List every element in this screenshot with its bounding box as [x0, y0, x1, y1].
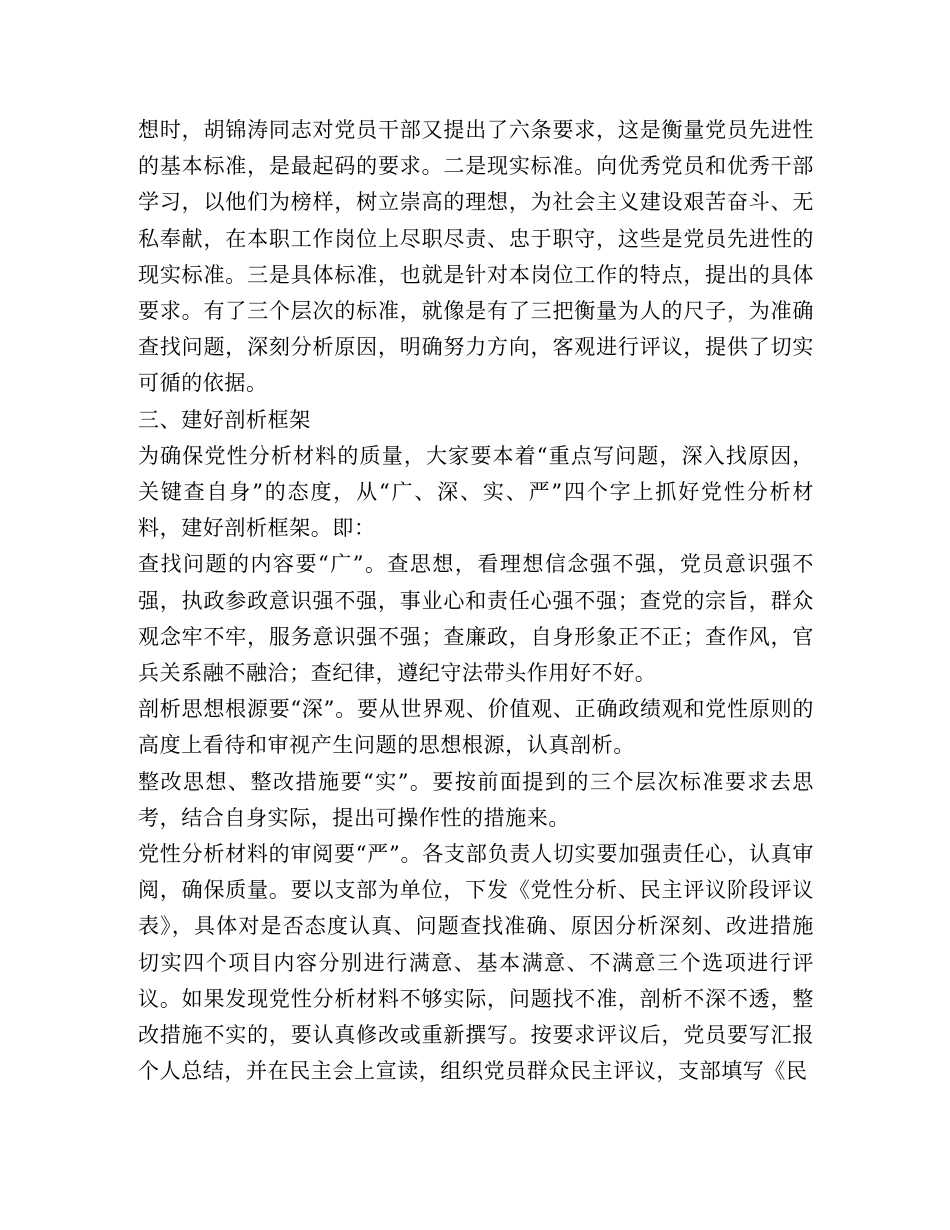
paragraph-intro: 为确保党性分析材料的质量，大家要本着“重点写问题，深入找原因，关键查自身”的态度，从“广、深、实、严”四个字上抓好党性分析材料，建好剖析框架。即：	[138, 443, 814, 541]
paragraph-deep: 剖析思想根源要“深”。要从世界观、价值观、正确政绩观和党性原则的高度上看待和审视产生问题的思想根源，认真剖析。	[138, 697, 814, 758]
paragraph-strict: 党性分析材料的审阅要“严”。各支部负责人切实要加强责任心，认真审阅，确保质量。要以支部为单位，下发《党性分析、民主评议阶段评议表》，具体对是否态度认真、问题查找准确、原因分析深刻、改进措施切实四个项目内容分别进行满意、基本满意、不满意三个选项进行评议。如果发现党性分析材料不够实际，问题找不准，剖析不深不透，整改措施不实的，要认真修改或重新撰写。按要求评议后，党员要写汇报个人总结，并在民主会上宣读，组织党员群众民主评议，支部填写《民	[138, 842, 814, 1084]
section-heading: 三、建好剖析框架	[138, 407, 311, 432]
document-page	[138, 112, 814, 1089]
paragraph-practical: 整改思想、整改措施要“实”。要按前面提到的三个层次标准要求去思考，结合自身实际，提出可操作性的措施来。	[138, 769, 814, 830]
paragraph-broad: 查找问题的内容要“广”。查思想，看理想信念强不强，党员意识强不强，执政参政意识强不强，事业心和责任心强不强；查党的宗旨，群众观念牢不牢，服务意识强不强；查廉政，自身形象正不正；查作风，官兵关系融不融洽；查纪律，遵纪守法带头作用好不好。	[138, 552, 814, 686]
paragraph-standards: 想时，胡锦涛同志对党员干部又提出了六条要求，这是衡量党员先进性的基本标准，是最起码的要求。二是现实标准。向优秀党员和优秀干部学习，以他们为榜样，树立崇高的理想，为社会主义建设艰苦奋斗、无私奉献，在本职工作岗位上尽职尽责、忠于职守，这些是党员先进性的现实标准。三是具体标准，也就是针对本岗位工作的特点，提出的具体要求。有了三个层次的标准，就像是有了三把衡量为人的尺子，为准确查找问题，深刻分析原因，明确努力方向，客观进行评议，提供了切实可循的依据。	[138, 118, 814, 396]
